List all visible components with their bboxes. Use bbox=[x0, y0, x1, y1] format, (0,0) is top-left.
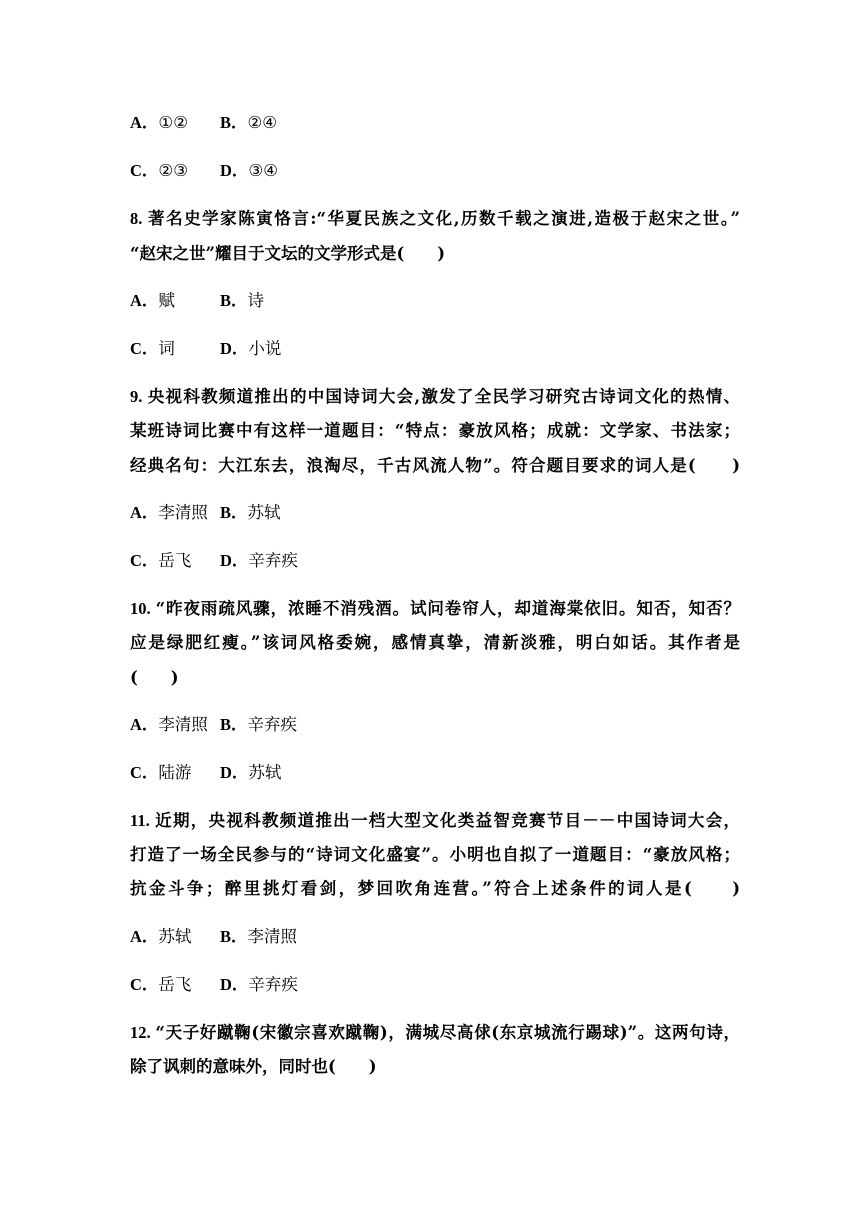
q12-stem-line-2: 除了讽刺的意味外，同时也( ) bbox=[130, 1057, 377, 1076]
option-c: C．词 bbox=[130, 339, 175, 358]
option-a: A．赋 bbox=[130, 291, 175, 310]
option-b: B．②④ bbox=[220, 113, 278, 132]
option-d: D．辛弃疾 bbox=[220, 975, 298, 994]
q10-stem-line-2: 应是绿肥红瘦。”该词风格委婉，感情真挚，清新淡雅，明白如话。其作者是 bbox=[130, 633, 740, 652]
option-d: D．苏轼 bbox=[220, 763, 282, 782]
q9-stem-line-1: 9. 央视科教频道推出的中国诗词大会,激发了全民学习研究古诗词文化的热情、 bbox=[130, 387, 741, 406]
q10-stem-line-3: ( ) bbox=[130, 668, 179, 687]
q9-stem-line-2: 某班诗词比赛中有这样一道题目：“特点：豪放风格；成就：文学家、书法家； bbox=[130, 421, 740, 440]
option-c: C．岳飞 bbox=[130, 975, 192, 994]
option-a: A．①② bbox=[130, 113, 189, 132]
q8-stem-line-1: 8. 著名史学家陈寅恪言:“华夏民族之文化,历数千载之演进,造极于赵宋之世。” bbox=[130, 209, 741, 228]
option-d: D．③④ bbox=[220, 161, 279, 180]
option-a: A．苏轼 bbox=[130, 927, 192, 946]
option-b: B．辛弃疾 bbox=[220, 715, 298, 734]
option-c: C．陆游 bbox=[130, 763, 192, 782]
option-a: A．李清照 bbox=[130, 503, 208, 522]
q11-stem-line-3: 抗金斗争；醉里挑灯看剑，梦回吹角连营。”符合上述条件的词人是( ) bbox=[130, 879, 740, 898]
option-c: C．岳飞 bbox=[130, 551, 192, 570]
option-b: B．李清照 bbox=[220, 927, 298, 946]
option-c: C．②③ bbox=[130, 161, 189, 180]
option-d: D．辛弃疾 bbox=[220, 551, 298, 570]
q11-stem-line-1: 11. 近期，央视科教频道推出一档大型文化类益智竞赛节目－－中国诗词大会， bbox=[130, 811, 741, 830]
q12-stem-line-1: 12. “天子好蹴鞠(宋徽宗喜欢蹴鞠)，满城尽高俅(东京城流行踢球)”。这两句诗， bbox=[130, 1023, 740, 1042]
q8-stem-line-2: “赵宋之世”耀目于文坛的文学形式是( ) bbox=[130, 244, 446, 263]
q11-stem-line-2: 打造了一场全民参与的“诗词文化盛宴”。小明也自拟了一道题目：“豪放风格； bbox=[130, 845, 740, 864]
option-a: A．李清照 bbox=[130, 715, 208, 734]
q10-stem-line-1: 10. “昨夜雨疏风骤，浓睡不消残酒。试问卷帘人，却道海棠依旧。知否，知否？ bbox=[130, 599, 740, 618]
option-b: B．苏轼 bbox=[220, 503, 281, 522]
q9-stem-line-3: 经典名句：大江东去，浪淘尽，千古风流人物”。符合题目要求的词人是( ) bbox=[130, 456, 740, 475]
option-b: B．诗 bbox=[220, 291, 265, 310]
option-d: D．小说 bbox=[220, 339, 282, 358]
